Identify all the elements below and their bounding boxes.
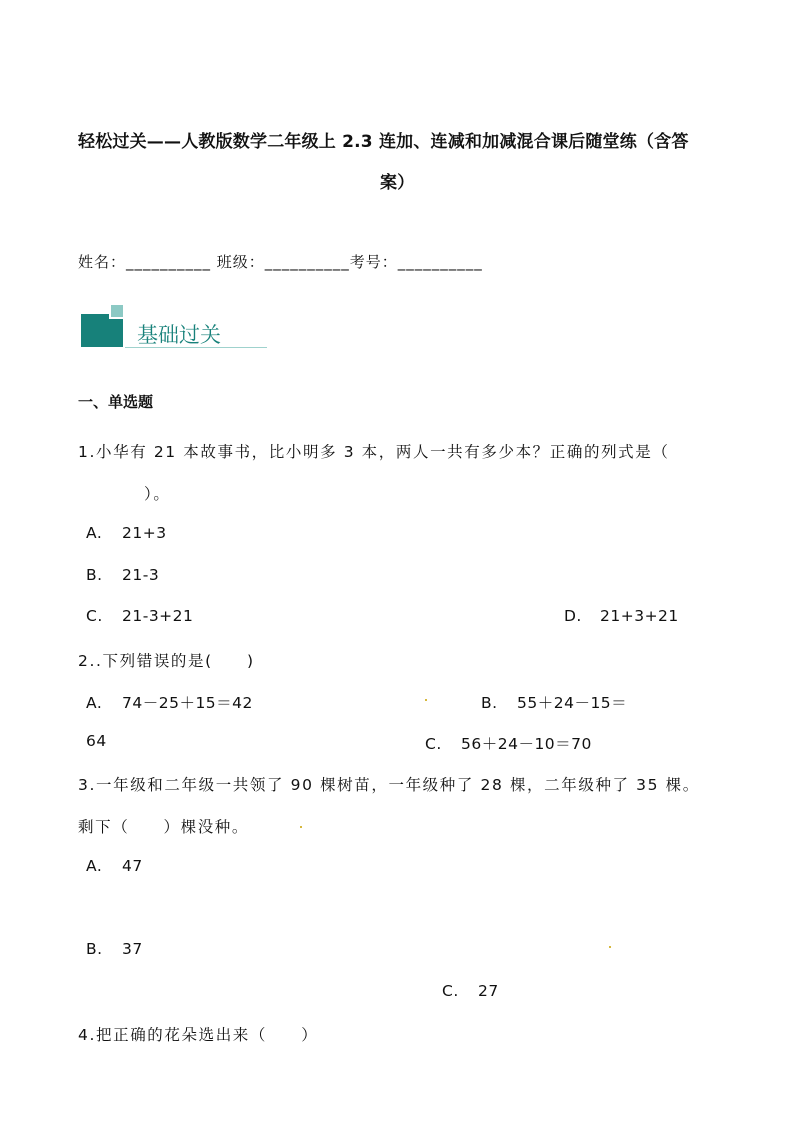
- stray-dot: [300, 826, 302, 828]
- q3-option-b[interactable]: [86, 940, 143, 958]
- question-1-text: 1.小华有 21 本故事书，比小明多 3 本，两人一共有多少本？正确的列式是（: [78, 443, 670, 461]
- document-title-line-1: 轻松过关——人教版数学二年级上 2.3 连加、连减和加减混合课后随堂练（含答: [78, 132, 689, 152]
- q3-option-c[interactable]: [442, 982, 499, 1000]
- option-letter: C.: [425, 735, 442, 753]
- option-letter: A.: [86, 857, 103, 875]
- option-letter: B.: [86, 566, 103, 584]
- banner-label: 基础过关: [137, 323, 221, 347]
- option-text: 55＋24－15＝: [517, 694, 628, 712]
- option-text: 21+3+21: [600, 607, 679, 625]
- q2-option-a[interactable]: [86, 691, 253, 713]
- option-text: 56＋24－10＝70: [461, 735, 592, 753]
- q1-option-c[interactable]: [86, 607, 193, 625]
- question-4-text: 4.把正确的花朵选出来（ ）: [78, 1026, 319, 1044]
- q1-option-b[interactable]: [86, 566, 159, 584]
- option-letter: D.: [564, 607, 582, 625]
- banner-square-icon: [81, 314, 109, 347]
- option-letter: A.: [86, 694, 103, 712]
- stray-dot: [425, 699, 427, 701]
- section-banner: [81, 305, 267, 349]
- option-text: 21-3: [122, 566, 160, 584]
- q2-option-b-cont: 64: [86, 732, 107, 750]
- option-letter: B.: [481, 694, 498, 712]
- stray-dot: [609, 946, 611, 948]
- q1-option-d[interactable]: [564, 607, 679, 625]
- option-text: 27: [478, 982, 499, 1000]
- question-3-text: 3.一年级和二年级一共领了 90 棵树苗，一年级种了 28 棵，二年级种了 35 棵。: [78, 776, 700, 794]
- option-letter: B.: [86, 940, 103, 958]
- q2-option-c[interactable]: [425, 732, 592, 754]
- option-text: 21-3+21: [122, 607, 194, 625]
- option-text: 21+3: [122, 524, 167, 542]
- q3-option-a[interactable]: [86, 857, 143, 875]
- option-text: 74－25＋15＝42: [122, 694, 253, 712]
- banner-square-icon-small: [111, 305, 123, 317]
- section-heading: 一、单选题: [78, 393, 154, 411]
- option-letter: C.: [442, 982, 459, 1000]
- option-text: 37: [122, 940, 143, 958]
- q1-option-a[interactable]: [86, 524, 167, 542]
- option-letter: A.: [86, 524, 103, 542]
- question-1-text-cont: ）。: [144, 485, 171, 503]
- banner-square-icon-mid: [109, 319, 123, 347]
- student-info-line: 姓名：__________ 班级：__________考号：__________: [78, 253, 483, 271]
- q2-option-b[interactable]: [481, 691, 627, 713]
- document-title-line-2: 案）: [380, 173, 415, 193]
- banner-underline: [125, 347, 267, 348]
- question-2-text: 2..下列错误的是( ): [78, 652, 255, 670]
- option-letter: C.: [86, 607, 103, 625]
- option-text: 47: [122, 857, 143, 875]
- question-3-text-cont: 剩下（ ）棵没种。: [78, 818, 250, 836]
